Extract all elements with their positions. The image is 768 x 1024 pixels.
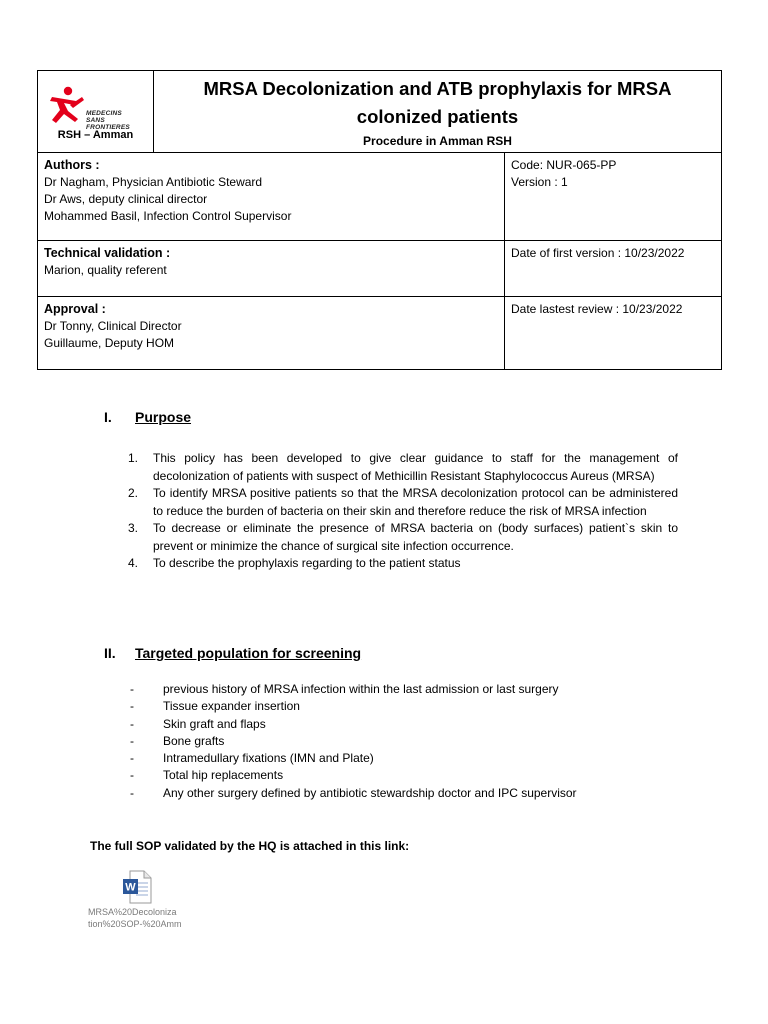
author-1: Dr Nagham, Physician Antibiotic Steward <box>44 174 263 189</box>
logo-text-line1: MEDECINS <box>86 110 122 117</box>
section-number: I. <box>104 409 112 425</box>
sop-link-note: The full SOP validated by the HQ is attached in this link: <box>90 839 410 853</box>
purpose-list <box>128 450 678 573</box>
first-version-cell <box>505 241 722 297</box>
purpose-item <box>128 520 678 555</box>
attachment-filename-line1: MRSA%20Decoloniza <box>88 907 177 917</box>
document-title-line2: colonized patients <box>356 106 519 127</box>
population-item: - Intramedullary fixations (IMN and Plate) <box>130 751 374 766</box>
section-population-heading <box>104 645 361 661</box>
population-item-text: Total hip replacements <box>163 768 284 783</box>
list-marker: 2. <box>128 486 139 500</box>
approval-cell <box>38 297 505 370</box>
document-version: Version : 1 <box>511 174 568 189</box>
technical-validation-label: Technical validation : <box>44 246 171 261</box>
last-review-cell <box>505 297 722 370</box>
section-title: Purpose <box>135 409 192 425</box>
population-item: - Skin graft and flaps <box>130 716 266 731</box>
purpose-item <box>128 555 678 573</box>
sop-attachment[interactable] <box>88 870 198 940</box>
approval-label: Approval : <box>44 302 106 317</box>
population-item-text: Intramedullary fixations (IMN and Plate) <box>163 751 374 766</box>
technical-validation-cell <box>38 241 505 297</box>
population-item-text: Tissue expander insertion <box>163 699 300 714</box>
purpose-item-text: To describe the prophylaxis regarding to the patient status <box>153 556 461 570</box>
population-item: - Any other surgery defined by antibiotic stewardship doctor and IPC supervisor <box>130 785 577 800</box>
section-purpose-heading <box>104 409 191 425</box>
attachment-filename[interactable] <box>88 906 198 930</box>
list-marker: 4. <box>128 556 139 570</box>
first-version-date: Date of first version : 10/23/2022 <box>511 246 685 261</box>
purpose-item-text: To identify MRSA positive patients so that the MRSA decolonization protocol can be administered to reduce the burden of bacteria on their skin and therefore reduce the risk of MRSA infection <box>153 486 678 518</box>
population-item: - Total hip replacements <box>130 768 284 783</box>
code-cell <box>505 152 722 241</box>
author-2: Dr Aws, deputy clinical director <box>44 191 208 206</box>
logo-caption: RSH – Amman <box>57 129 134 141</box>
population-item-text: Any other surgery defined by antibiotic stewardship doctor and IPC supervisor <box>163 785 577 800</box>
authors-label: Authors : <box>44 157 100 172</box>
authors-cell <box>38 152 505 241</box>
title-cell <box>154 71 722 153</box>
msf-logo <box>46 85 146 131</box>
author-3: Mohammed Basil, Infection Control Supervisor <box>44 208 292 223</box>
population-item: - Tissue expander insertion <box>130 699 300 714</box>
population-list <box>130 681 650 802</box>
section-title: Targeted population for screening <box>135 645 362 661</box>
purpose-item <box>128 450 678 485</box>
population-item-text: previous history of MRSA infection within the last admission or last surgery <box>163 682 559 696</box>
list-marker: 3. <box>128 521 139 535</box>
msf-running-man-icon <box>46 85 86 127</box>
word-document-icon[interactable] <box>122 870 152 904</box>
logo-text-line2: SANS FRONTIERES <box>86 117 130 131</box>
document-header-table <box>37 70 722 370</box>
population-item-text: Skin graft and flaps <box>163 716 266 731</box>
population-item: - previous history of MRSA infection within the last admission or last surgery <box>130 682 559 696</box>
technical-validation-person: Marion, quality referent <box>44 263 167 278</box>
attachment-filename-line2: tion%20SOP-%20Amm <box>88 919 182 929</box>
purpose-item <box>128 485 678 520</box>
svg-text:W: W <box>125 881 136 894</box>
purpose-item-text: To decrease or eliminate the presence of MRSA bacteria on (body surfaces) patient`s skin to prevent or minimize the chance of surgical site infection occurrence. <box>153 521 678 553</box>
logo-cell <box>38 71 154 153</box>
document-code: Code: NUR-065-PP <box>511 157 617 172</box>
list-marker: 1. <box>128 451 139 465</box>
section-number: II. <box>104 645 116 661</box>
approver-2: Guillaume, Deputy HOM <box>44 336 175 351</box>
approver-1: Dr Tonny, Clinical Director <box>44 319 182 334</box>
purpose-item-text: This policy has been developed to give clear guidance to staff for the management of decolonization of patients with suspect of Methicillin Resistant Staphylococcus Aureus (MRSA) <box>153 451 678 483</box>
population-item: - Bone grafts <box>130 733 225 748</box>
document-subtitle: Procedure in Amman RSH <box>363 134 512 148</box>
document-title-line1: MRSA Decolonization and ATB prophylaxis for MRSA <box>203 78 672 99</box>
population-item-text: Bone grafts <box>163 733 225 748</box>
last-review-date: Date lastest review : 10/23/2022 <box>511 302 683 317</box>
